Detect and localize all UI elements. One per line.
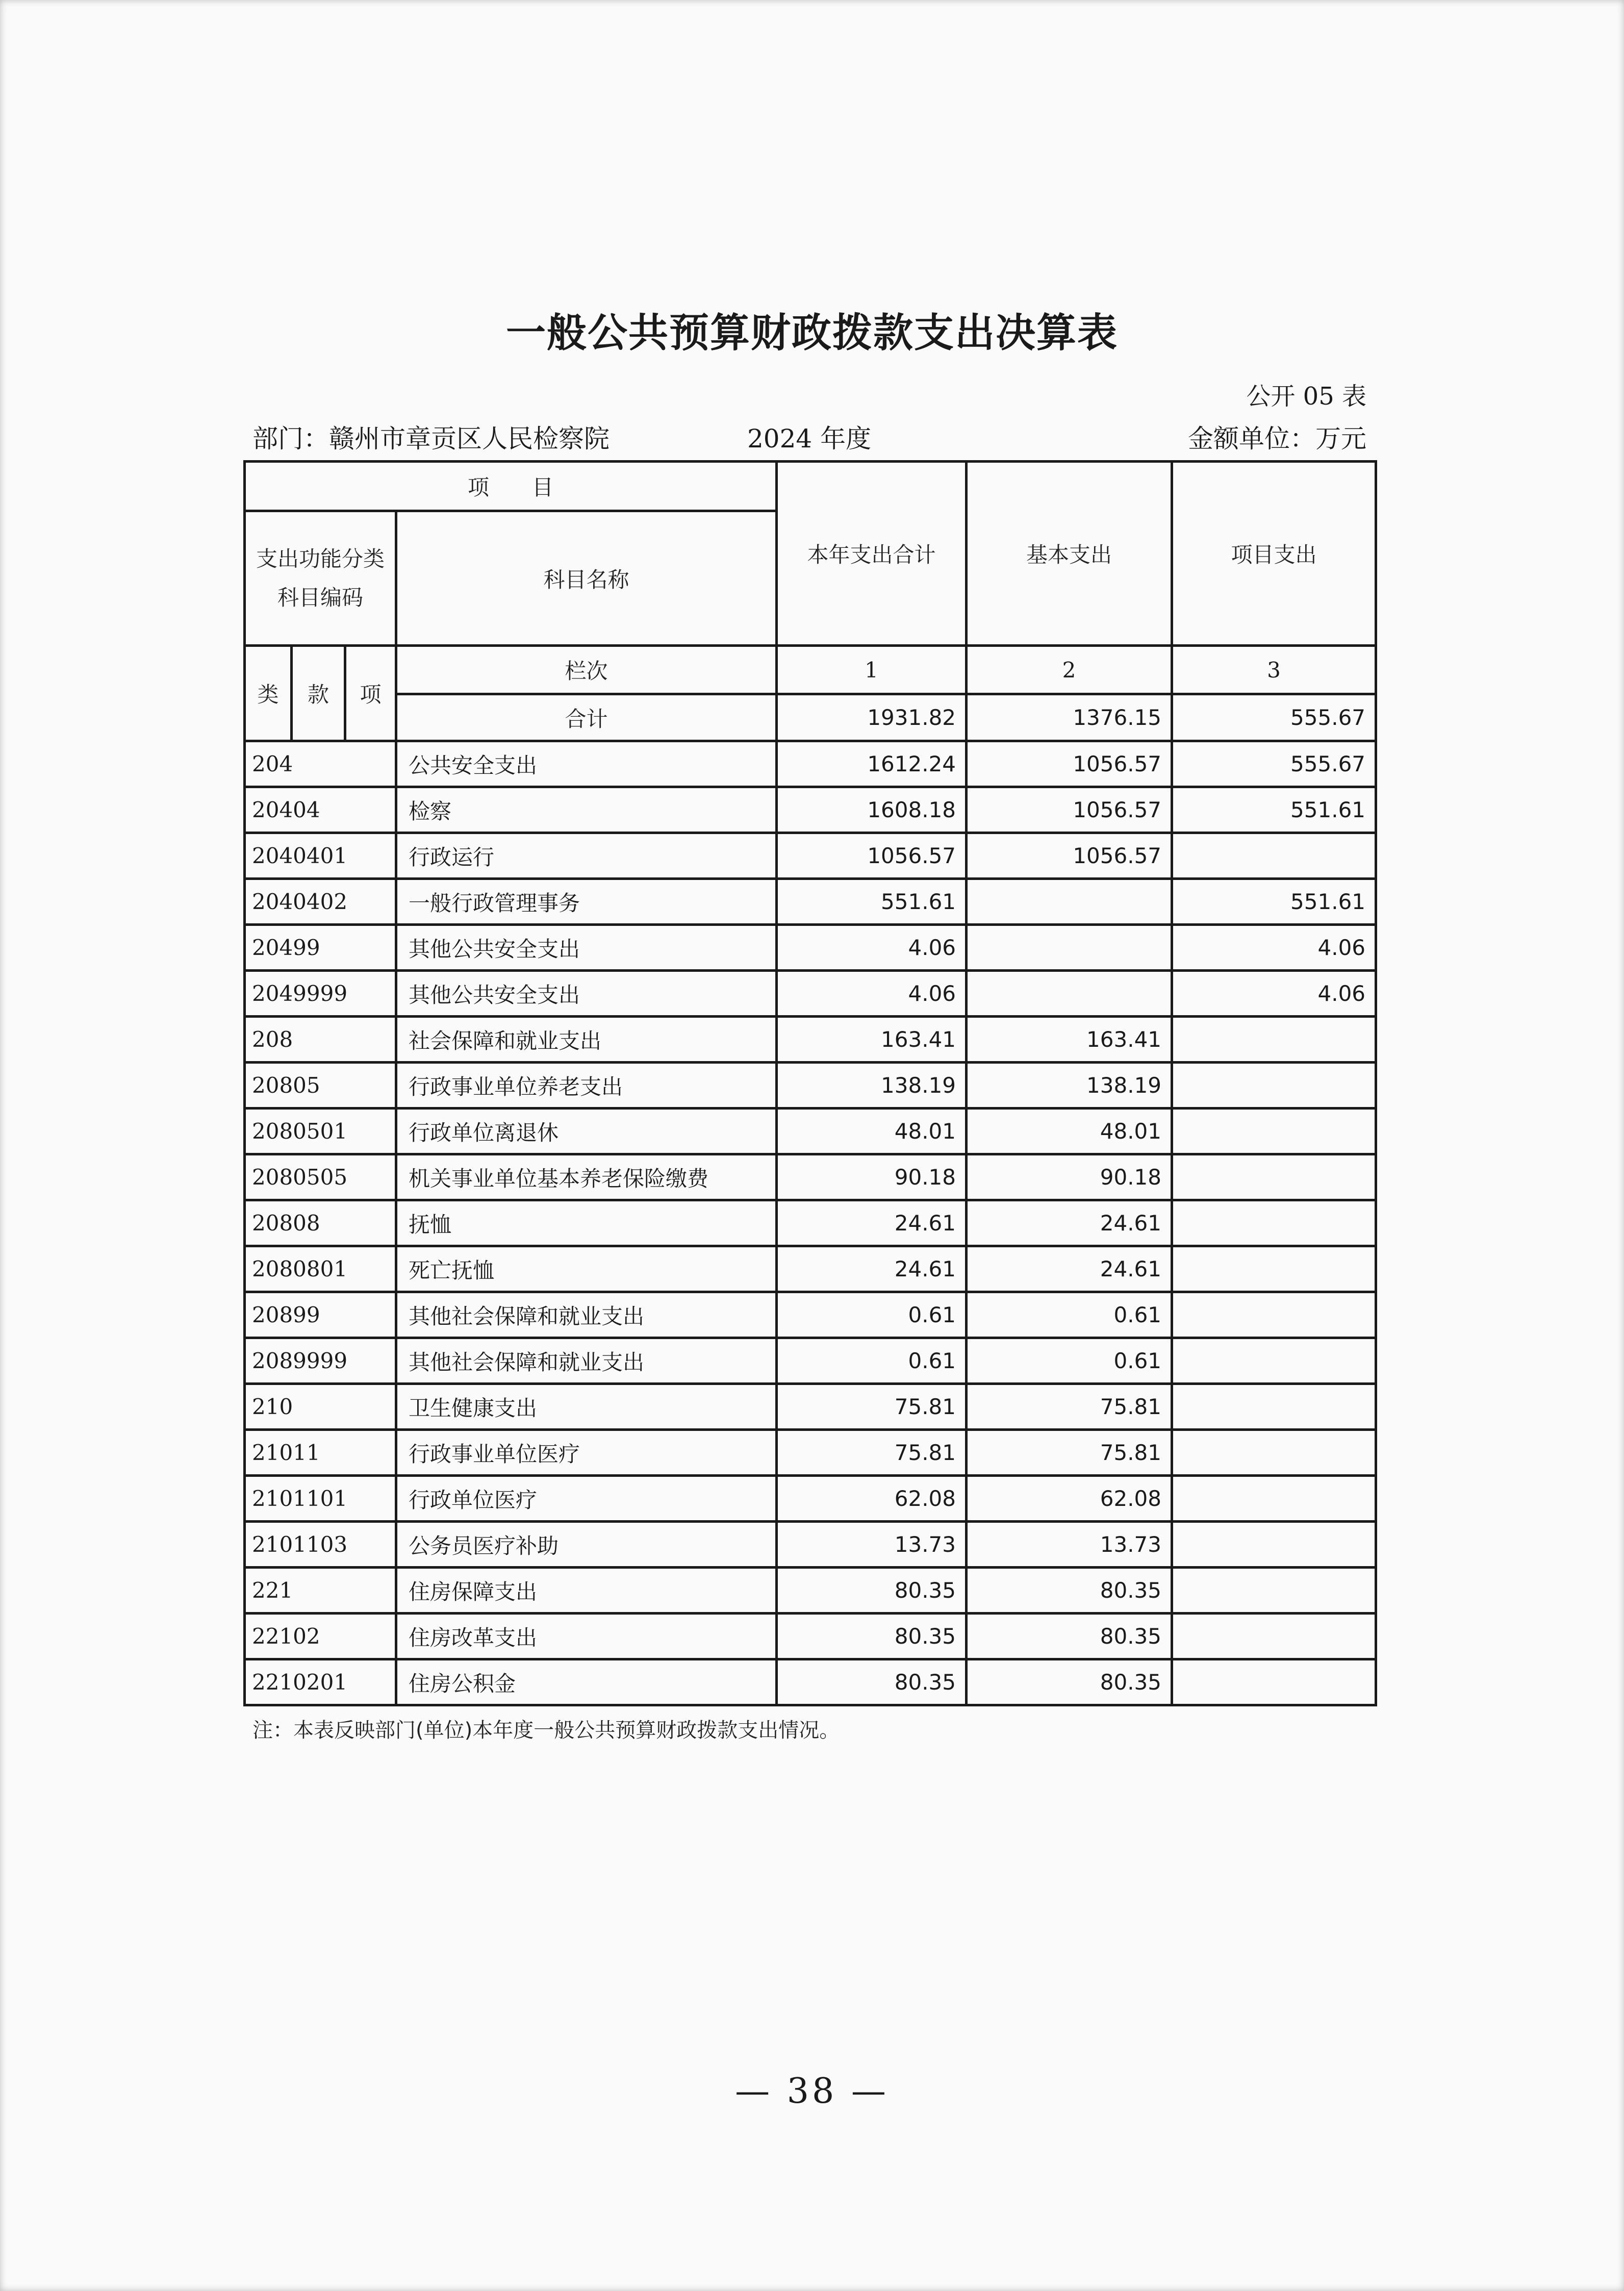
row-code: 2101101 <box>245 1476 396 1522</box>
row-name: 行政事业单位医疗 <box>396 1430 777 1476</box>
row-code: 2080505 <box>245 1154 396 1200</box>
row-name: 住房改革支出 <box>396 1614 777 1659</box>
header-item: 项 目 <box>245 462 777 511</box>
header-name-title: 科目名称 <box>396 511 777 646</box>
page-number: — 38 — <box>735 2071 889 2111</box>
row-total: 1056.57 <box>777 833 967 879</box>
row-basic <box>967 925 1172 971</box>
row-project <box>1172 1109 1376 1154</box>
row-total: 24.61 <box>777 1246 967 1292</box>
column-index-2: 2 <box>967 646 1172 694</box>
row-project: 4.06 <box>1172 971 1376 1017</box>
row-project <box>1172 1338 1376 1384</box>
row-project <box>1172 1292 1376 1338</box>
row-code: 210 <box>245 1384 396 1430</box>
row-code: 2049999 <box>245 971 396 1017</box>
row-name: 其他社会保障和就业支出 <box>396 1292 777 1338</box>
row-total: 4.06 <box>777 971 967 1017</box>
row-basic: 80.35 <box>967 1568 1172 1614</box>
row-total: 24.61 <box>777 1200 967 1246</box>
row-basic: 90.18 <box>967 1154 1172 1200</box>
row-project <box>1172 1614 1376 1659</box>
row-project <box>1172 1063 1376 1109</box>
row-project <box>1172 1200 1376 1246</box>
department-label: 部门：赣州市章贡区人民检察院 <box>252 424 610 454</box>
expenditure-table <box>243 460 1377 1706</box>
table-row <box>245 1659 1376 1705</box>
row-project <box>1172 1246 1376 1292</box>
row-code: 204 <box>245 741 396 787</box>
row-name: 抚恤 <box>396 1200 777 1246</box>
table-row <box>245 1476 1376 1522</box>
row-total: 75.81 <box>777 1430 967 1476</box>
row-total: 0.61 <box>777 1292 967 1338</box>
row-basic: 75.81 <box>967 1384 1172 1430</box>
column-index-1: 1 <box>777 646 967 694</box>
row-name: 死亡抚恤 <box>396 1246 777 1292</box>
row-basic: 0.61 <box>967 1292 1172 1338</box>
table-row <box>245 1109 1376 1154</box>
row-basic: 75.81 <box>967 1430 1172 1476</box>
row-basic: 1056.57 <box>967 787 1172 833</box>
row-name: 其他公共安全支出 <box>396 971 777 1017</box>
row-name: 公共安全支出 <box>396 741 777 787</box>
row-code: 2101103 <box>245 1522 396 1568</box>
row-total: 80.35 <box>777 1568 967 1614</box>
row-total: 75.81 <box>777 1384 967 1430</box>
table-row <box>245 1430 1376 1476</box>
row-code: 2040402 <box>245 879 396 925</box>
table-row <box>245 1522 1376 1568</box>
row-total: 13.73 <box>777 1522 967 1568</box>
row-code: 2210201 <box>245 1659 396 1705</box>
header-xiang: 项 <box>345 646 396 741</box>
row-code: 20899 <box>245 1292 396 1338</box>
row-project: 551.61 <box>1172 879 1376 925</box>
row-project <box>1172 1476 1376 1522</box>
row-total: 0.61 <box>777 1338 967 1384</box>
table-row <box>245 1154 1376 1200</box>
form-number: 公开 05 表 <box>1246 382 1366 411</box>
table-row <box>245 1017 1376 1063</box>
row-total: 90.18 <box>777 1154 967 1200</box>
total-project: 555.67 <box>1172 694 1376 741</box>
table-note: 注：本表反映部门(单位)本年度一般公共预算财政拨款支出情况。 <box>252 1719 840 1742</box>
header-kuan: 款 <box>292 646 345 741</box>
row-project <box>1172 1017 1376 1063</box>
row-basic: 48.01 <box>967 1109 1172 1154</box>
row-basic: 24.61 <box>967 1246 1172 1292</box>
row-total: 62.08 <box>777 1476 967 1522</box>
row-name: 卫生健康支出 <box>396 1384 777 1430</box>
row-code: 2080801 <box>245 1246 396 1292</box>
row-code: 22102 <box>245 1614 396 1659</box>
table-row <box>245 1200 1376 1246</box>
table-row <box>245 1063 1376 1109</box>
header-lei: 类 <box>245 646 292 741</box>
table-row <box>245 787 1376 833</box>
row-code: 2040401 <box>245 833 396 879</box>
row-name: 检察 <box>396 787 777 833</box>
page-title: 一般公共预算财政拨款支出决算表 <box>505 310 1118 356</box>
row-code: 2080501 <box>245 1109 396 1154</box>
amount-unit: 金额单位：万元 <box>1188 424 1366 454</box>
row-project <box>1172 1384 1376 1430</box>
row-code: 21011 <box>245 1430 396 1476</box>
row-code: 20808 <box>245 1200 396 1246</box>
row-basic: 1056.57 <box>967 741 1172 787</box>
row-project <box>1172 1430 1376 1476</box>
row-name: 行政运行 <box>396 833 777 879</box>
row-code: 221 <box>245 1568 396 1614</box>
row-code: 20805 <box>245 1063 396 1109</box>
row-project <box>1172 1659 1376 1705</box>
row-basic: 80.35 <box>967 1659 1172 1705</box>
row-basic: 0.61 <box>967 1338 1172 1384</box>
row-project <box>1172 1522 1376 1568</box>
row-name: 住房保障支出 <box>396 1568 777 1614</box>
total-row <box>245 694 1376 741</box>
row-basic: 62.08 <box>967 1476 1172 1522</box>
row-basic: 24.61 <box>967 1200 1172 1246</box>
table-row <box>245 925 1376 971</box>
row-name: 住房公积金 <box>396 1659 777 1705</box>
total-amount: 1931.82 <box>777 694 967 741</box>
table-row <box>245 879 1376 925</box>
table-row <box>245 741 1376 787</box>
row-project: 555.67 <box>1172 741 1376 787</box>
row-name: 其他公共安全支出 <box>396 925 777 971</box>
total-basic: 1376.15 <box>967 694 1172 741</box>
table-row <box>245 1568 1376 1614</box>
row-total: 1608.18 <box>777 787 967 833</box>
row-total: 163.41 <box>777 1017 967 1063</box>
row-basic: 13.73 <box>967 1522 1172 1568</box>
row-name: 一般行政管理事务 <box>396 879 777 925</box>
row-name: 其他社会保障和就业支出 <box>396 1338 777 1384</box>
table-row <box>245 1292 1376 1338</box>
column-index-3: 3 <box>1172 646 1376 694</box>
table-row <box>245 1246 1376 1292</box>
row-basic: 80.35 <box>967 1614 1172 1659</box>
header-code-title: 支出功能分类科目编码 <box>245 511 396 646</box>
table-row <box>245 1614 1376 1659</box>
row-code: 208 <box>245 1017 396 1063</box>
table-row <box>245 971 1376 1017</box>
header-project: 项目支出 <box>1172 462 1376 646</box>
row-name: 公务员医疗补助 <box>396 1522 777 1568</box>
table-row <box>245 833 1376 879</box>
row-total: 138.19 <box>777 1063 967 1109</box>
row-project <box>1172 833 1376 879</box>
row-basic <box>967 879 1172 925</box>
row-name: 机关事业单位基本养老保险缴费 <box>396 1154 777 1200</box>
row-basic <box>967 971 1172 1017</box>
row-code: 20499 <box>245 925 396 971</box>
row-basic: 163.41 <box>967 1017 1172 1063</box>
row-total: 48.01 <box>777 1109 967 1154</box>
table-row <box>245 1338 1376 1384</box>
row-total: 80.35 <box>777 1659 967 1705</box>
table-row <box>245 1384 1376 1430</box>
row-total: 4.06 <box>777 925 967 971</box>
row-name: 行政事业单位养老支出 <box>396 1063 777 1109</box>
row-name: 行政单位医疗 <box>396 1476 777 1522</box>
header-basic: 基本支出 <box>967 462 1172 646</box>
row-name: 社会保障和就业支出 <box>396 1017 777 1063</box>
row-code: 2089999 <box>245 1338 396 1384</box>
row-code: 20404 <box>245 787 396 833</box>
fiscal-year: 2024 年度 <box>747 424 872 454</box>
row-total: 80.35 <box>777 1614 967 1659</box>
row-basic: 1056.57 <box>967 833 1172 879</box>
row-project <box>1172 1568 1376 1614</box>
row-basic: 138.19 <box>967 1063 1172 1109</box>
row-name: 行政单位离退休 <box>396 1109 777 1154</box>
row-total: 1612.24 <box>777 741 967 787</box>
row-total: 551.61 <box>777 879 967 925</box>
header-total: 本年支出合计 <box>777 462 967 646</box>
row-project <box>1172 1154 1376 1200</box>
total-label: 合计 <box>396 694 777 741</box>
row-project: 551.61 <box>1172 787 1376 833</box>
header-lanci: 栏次 <box>396 646 777 694</box>
row-project: 4.06 <box>1172 925 1376 971</box>
